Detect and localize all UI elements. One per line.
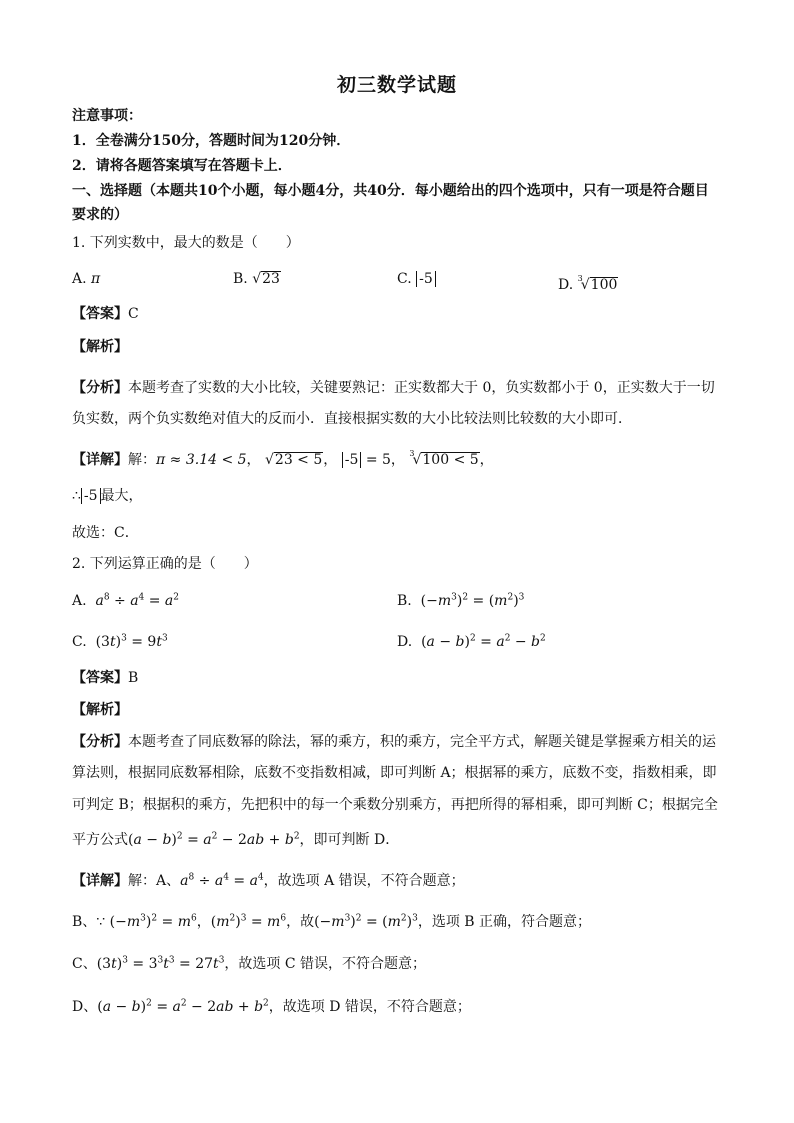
q1-conclusion-abs: -5 [81, 488, 101, 504]
q2-stem: 2. 下列运算正确的是（ ） [72, 556, 258, 572]
q2-detail-d: D、$(a - b)^2 = a^2 - 2ab + b^2$，故选项 D 错误，不符合题意； [72, 998, 471, 1015]
q2-detail-c: C、$(3t)^3 = 3^3t^3 = 27t^3$，故选项 C 错误，不符合题意； [72, 955, 427, 972]
section-heading-line2: 要求的） [72, 207, 128, 223]
q2-detail-b-prefix: B、 [72, 914, 97, 930]
q1-option-c-label: C. [397, 271, 412, 287]
q1-detail-prefix: 解： [128, 452, 156, 468]
q1-detail-cbrt: 100 < 5 [422, 452, 479, 468]
q2-option-d: D. $(a - b)^2 = a^2 - b^2$ [397, 633, 546, 650]
q1-option-a-value: π [91, 271, 101, 287]
q2-detail-b-mid: ，故 [286, 914, 315, 930]
q2-detail-a-suffix: ，故选项 A 错误，不符合题意； [263, 873, 465, 889]
q2-detail-d-suffix: ，故选项 D 错误，不符合题意； [268, 999, 471, 1015]
q1-conclusion-text: 最大， [100, 488, 143, 504]
notes-heading: 注意事项： [72, 108, 142, 124]
q1-detail-cbrt-index: 3 [409, 449, 415, 458]
q1-option-d: D. $^3$√100 [558, 274, 618, 293]
q1-answer-label: 【答案】 [72, 306, 128, 322]
q2-answer-value: B [128, 670, 139, 686]
q1-fenxi-label: 【分析】 [72, 380, 128, 396]
section-heading-line1: 一、选择题（本题共10个小题，每小题4分，共40分．每小题给出的四个选项中，只有一项是符合题目 [72, 183, 709, 199]
q1-choose: 故选：C． [72, 525, 139, 541]
q2-fenxi-text4b: ，即可判断 D． [299, 832, 400, 848]
q1-detail-abs: -5 [342, 452, 362, 468]
q2-fenxi-text1: 本题考查了同底数幂的除法，幂的乘方，积的乘方，完全平方式，解题关键是掌握乘方相关的运 [128, 734, 716, 750]
q2-detail-c-prefix: C、 [72, 956, 97, 972]
q2-detail-d-prefix: D、 [72, 999, 98, 1015]
q1-detail-sqrt: 23 < 5 [274, 452, 323, 468]
q1-answer [72, 304, 139, 324]
q2-analysis-label: 【解析】 [72, 702, 128, 718]
q1-option-c [397, 269, 436, 289]
q1-option-a-label: A. [72, 271, 87, 287]
q1-detail-label: 【详解】 [72, 452, 128, 468]
q2-answer-label: 【答案】 [72, 670, 128, 686]
q1-detail: 【详解】解：π ≈ 3.14 < 5， √23 < 5， -5 = 5， $^3$√100 < 5， [72, 449, 494, 468]
q2-fenxi-line2: 算法则，根据同底数幂相除，底数不变指数相减，即可判断 A；根据幂的乘方，底数不变，指数相乘，即 [72, 765, 717, 781]
q2-detail-b: B、∵ $(-m^3)^2 = m^6$，$(m^2)^3 = m^6$，故$(-m^3)^2 = (m^2)^3$，选项 B 正确，符合题意； [72, 913, 592, 930]
page-title: 初三数学试题 [336, 74, 457, 96]
q1-detail-pi: π ≈ 3.14 < 5 [156, 452, 247, 468]
q1-answer-value: C [128, 306, 139, 322]
q2-fenxi-label: 【分析】 [72, 734, 128, 750]
q2-option-a: A. $a^8 \div a^4 = a^2$ [72, 592, 179, 609]
q2-fenxi-line3: 可判定 B；根据积的乘方，先把积中的每一个乘数分别乘方，再把所得的幂相乘，即可判断 C；根据完全 [72, 797, 718, 813]
q2-detail-c-suffix: ，故选项 C 错误，不符合题意； [224, 956, 427, 972]
q1-conclusion [72, 486, 143, 506]
therefore-symbol: ∴ [72, 488, 81, 504]
q2-option-c: C. $(3t)^3 = 9t^3$ [72, 633, 168, 650]
q2-option-b: B. $(-m^3)^2 = (m^2)^3$ [397, 592, 525, 609]
note-item-1: 1．全卷满分150分，答题时间为120分钟． [72, 133, 351, 149]
q2-detail-b-suffix: ，选项 B 正确，符合题意； [417, 914, 592, 930]
q1-option-a [72, 269, 100, 289]
q1-option-c-value: -5 [416, 271, 436, 287]
q2-fenxi-line4: 平方公式$(a - b)^2 = a^2 - 2ab + b^2$，即可判断 D． [72, 831, 400, 848]
q1-option-d-label: D. [558, 277, 574, 293]
q2-answer [72, 668, 138, 688]
q2-fenxi-text4a: 平方公式 [72, 832, 128, 848]
q1-fenxi-text1: 本题考查了实数的大小比较，关键要熟记：正实数都大于 0，负实数都小于 0，正实数大于一切 [128, 380, 715, 396]
q2-detail-a: 【详解】解：A、$a^8 \div a^4 = a^4$，故选项 A 错误，不符合题意； [72, 872, 465, 889]
q1-option-d-index: 3 [577, 274, 583, 283]
q1-detail-abs-eq: = 5 [365, 452, 391, 468]
q2-fenxi-line1 [72, 732, 716, 752]
q1-option-b-value: 23 [262, 271, 280, 287]
q1-option-d-value: 100 [590, 277, 618, 293]
q1-fenxi-line1 [72, 378, 715, 398]
note-item-2: 2．请将各题答案填写在答题卡上． [72, 158, 292, 174]
q1-fenxi-line2: 负实数，两个负实数绝对值大的反而小．直接根据实数的大小比较法则比较数的大小即可． [72, 411, 632, 427]
q1-option-b-label: B. [233, 271, 248, 287]
q1-stem: 1. 下列实数中，最大的数是（ ） [72, 235, 300, 251]
q2-detail-a-prefix: 解：A、 [128, 873, 181, 889]
q2-detail-label: 【详解】 [72, 873, 128, 889]
q1-analysis-label: 【解析】 [72, 339, 128, 355]
q1-option-b: B. √23 [233, 271, 280, 287]
